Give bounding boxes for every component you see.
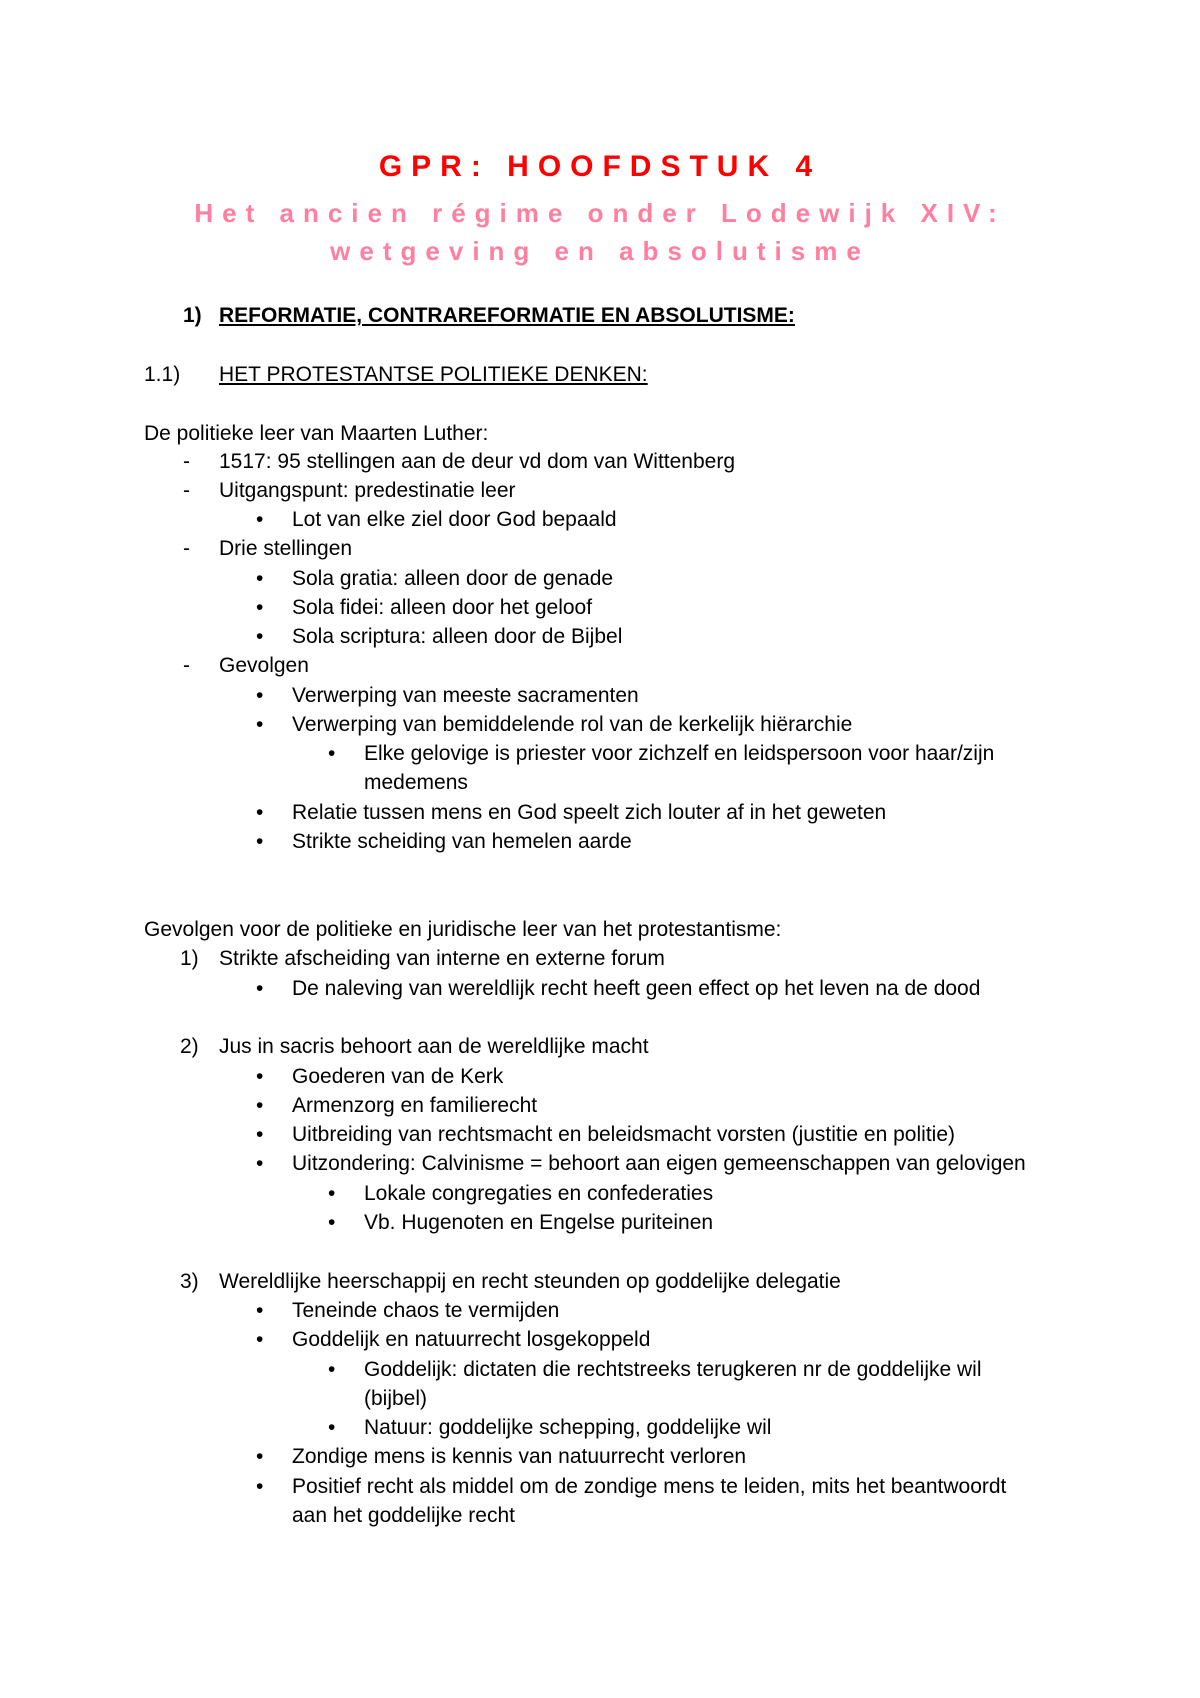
list-number: 1)	[180, 947, 199, 970]
list-item: Wereldlijke heerschappij en recht steunden op goddelijke delegatie	[219, 1270, 841, 1293]
bullet-marker: •	[256, 1123, 264, 1146]
list-item: Vb. Hugenoten en Engelse puriteinen	[364, 1211, 714, 1234]
list-item: Strikte scheiding van hemelen aarde	[292, 830, 632, 853]
list-item: Relatie tussen mens en God speelt zich louter af in het geweten	[292, 801, 887, 824]
bullet-marker: •	[328, 1416, 336, 1439]
list-number: 3)	[180, 1270, 199, 1293]
document-subtitle-line2: wetgeving en absolutisme	[330, 236, 870, 266]
list-item: Sola gratia: alleen door de genade	[292, 567, 614, 590]
heading1-1-text: HET PROTESTANTSE POLITIEKE DENKEN:	[219, 363, 648, 386]
list-item: Teneinde chaos te vermijden	[292, 1299, 560, 1322]
bullet-marker: •	[256, 1475, 264, 1498]
list-item: Positief recht als middel om de zondige mens te leiden, mits het beantwoordt	[292, 1475, 1007, 1498]
list-item: Uitzondering: Calvinisme = behoort aan eigen gemeenschappen van gelovigen	[292, 1152, 1026, 1175]
dash-marker: -	[183, 450, 190, 473]
gevolgen-intro: Gevolgen voor de politieke en juridische leer van het protestantisme:	[144, 918, 782, 941]
dash-marker: -	[183, 537, 190, 560]
bullet-marker: •	[256, 1445, 264, 1468]
bullet-marker: •	[256, 567, 264, 590]
bullet-marker: •	[256, 1299, 264, 1322]
bullet-marker: •	[256, 596, 264, 619]
list-item-continuation: medemens	[364, 771, 468, 794]
list-item: Lot van elke ziel door God bepaald	[292, 508, 617, 531]
bullet-marker: •	[256, 801, 264, 824]
bullet-marker: •	[328, 742, 336, 765]
list-item: Drie stellingen	[219, 537, 353, 560]
list-item-continuation: (bijbel)	[364, 1387, 428, 1410]
list-item: Elke gelovige is priester voor zichzelf en leidspersoon voor haar/zijn	[364, 742, 995, 765]
list-item: Goddelijk: dictaten die rechtstreeks terugkeren nr de goddelijke wil	[364, 1358, 982, 1381]
list-item: Strikte afscheiding van interne en externe forum	[219, 947, 665, 970]
bullet-marker: •	[328, 1182, 336, 1205]
list-item: Jus in sacris behoort aan de wereldlijke macht	[219, 1035, 649, 1058]
list-item: Zondige mens is kennis van natuurrecht verloren	[292, 1445, 747, 1468]
bullet-marker: •	[256, 625, 264, 648]
list-item: Armenzorg en familierecht	[292, 1094, 538, 1117]
list-item: Uitbreiding van rechtsmacht en beleidsmacht vorsten (justitie en politie)	[292, 1123, 955, 1146]
list-item: Gevolgen	[219, 654, 309, 677]
list-item: 1517: 95 stellingen aan de deur vd dom van Wittenberg	[219, 450, 736, 473]
document-title: GPR: HOOFDSTUK 4	[378, 150, 822, 183]
bullet-marker: •	[256, 977, 264, 1000]
list-number: 2)	[180, 1035, 199, 1058]
list-item: Verwerping van meeste sacramenten	[292, 684, 639, 707]
bullet-marker: •	[256, 1065, 264, 1088]
list-item: Sola fidei: alleen door het geloof	[292, 596, 593, 619]
luther-intro: De politieke leer van Maarten Luther:	[144, 422, 489, 445]
bullet-marker: •	[256, 830, 264, 853]
bullet-marker: •	[328, 1358, 336, 1381]
dash-marker: -	[183, 654, 190, 677]
bullet-marker: •	[256, 508, 264, 531]
list-item: Uitgangspunt: predestinatie leer	[219, 479, 516, 502]
list-item: Natuur: goddelijke schepping, goddelijke wil	[364, 1416, 772, 1439]
list-item: Sola scriptura: alleen door de Bijbel	[292, 625, 623, 648]
document-subtitle-line1: Het ancien régime onder Lodewijk XIV:	[194, 198, 1006, 228]
list-item: De naleving van wereldlijk recht heeft geen effect op het leven na de dood	[292, 977, 981, 1000]
list-item: Goederen van de Kerk	[292, 1065, 504, 1088]
list-item: Lokale congregaties en confederaties	[364, 1182, 714, 1205]
dash-marker: -	[183, 479, 190, 502]
bullet-marker: •	[256, 1094, 264, 1117]
heading1-1-number: 1.1)	[144, 363, 181, 386]
bullet-marker: •	[256, 1328, 264, 1351]
list-item-continuation: aan het goddelijke recht	[292, 1504, 515, 1527]
bullet-marker: •	[256, 1152, 264, 1175]
bullet-marker: •	[256, 713, 264, 736]
heading1-number: 1)	[183, 304, 202, 327]
bullet-marker: •	[256, 684, 264, 707]
heading1-text: REFORMATIE, CONTRAREFORMATIE EN ABSOLUTISME:	[219, 304, 795, 327]
bullet-marker: •	[328, 1211, 336, 1234]
list-item: Goddelijk en natuurrecht losgekoppeld	[292, 1328, 651, 1351]
list-item: Verwerping van bemiddelende rol van de kerkelijk hiërarchie	[292, 713, 853, 736]
